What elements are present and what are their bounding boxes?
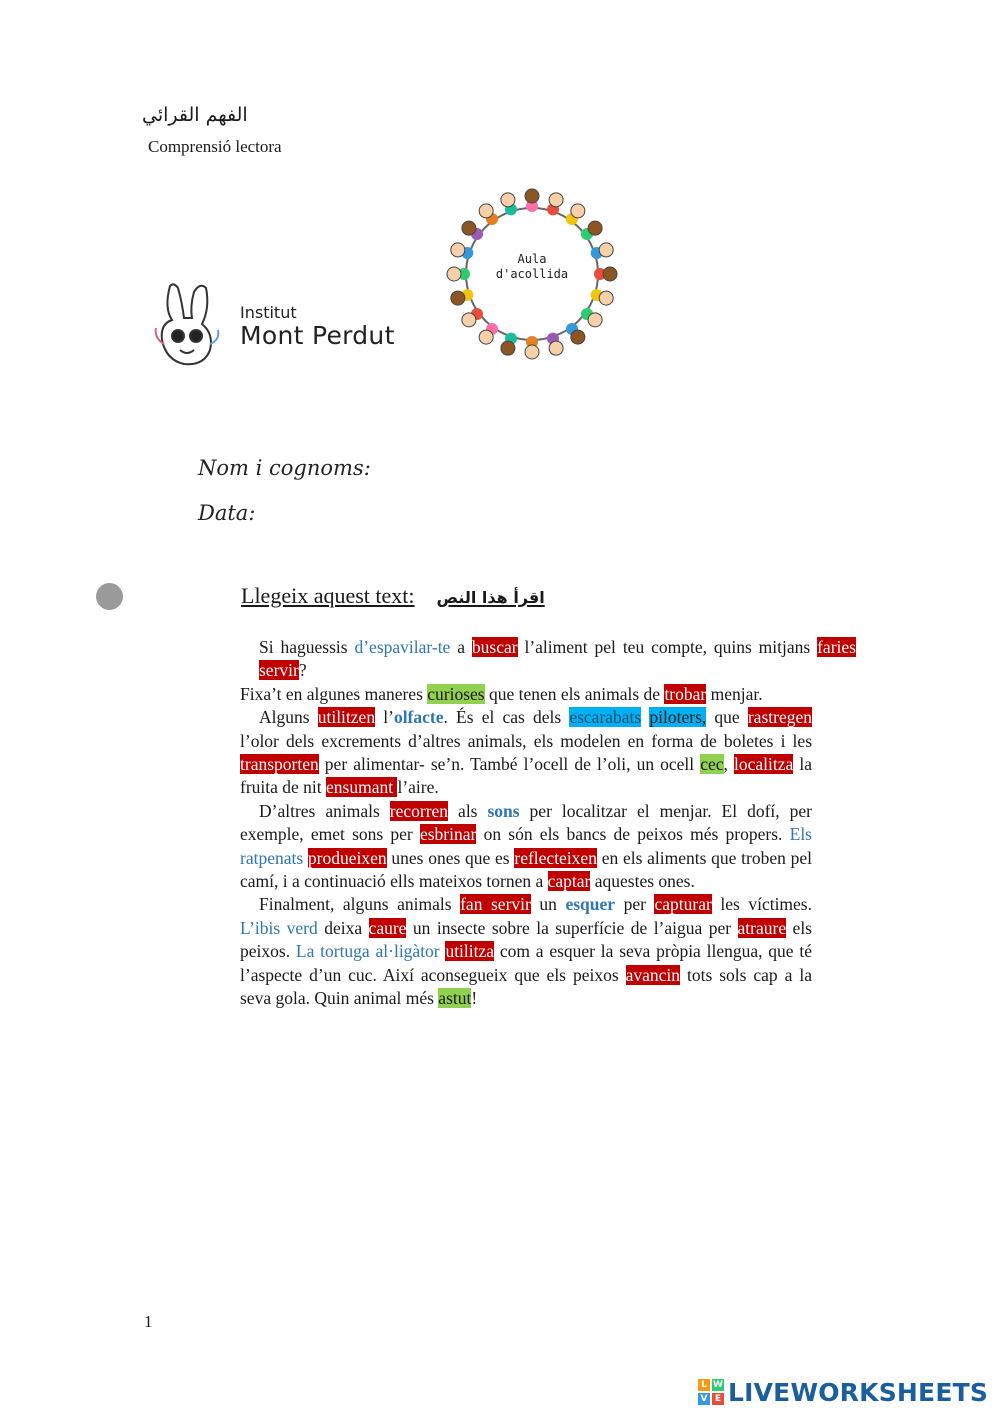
- paragraph-1: Si haguessis d’espavilar-te a buscar l’aliment pel teu compte, quins mitjans faries servir?: [259, 637, 856, 681]
- word-escarabats[interactable]: escarabats: [569, 707, 642, 728]
- child-head: [479, 330, 493, 344]
- word-cec[interactable]: cec: [700, 754, 724, 775]
- word-astut[interactable]: astut: [438, 988, 472, 1009]
- word-recorren[interactable]: recorren: [389, 800, 449, 821]
- heading-arabic: اقرأ هذا النص: [436, 588, 545, 607]
- child-head: [588, 313, 602, 327]
- word-localitza[interactable]: localitza: [734, 754, 794, 775]
- institut-label: Institut: [240, 303, 297, 322]
- word-tortuga-alligator: La tortuga al·ligàtor: [295, 941, 440, 962]
- liveworksheets-logo[interactable]: [698, 1376, 988, 1408]
- word-faries-servir[interactable]: faries servir: [259, 637, 856, 681]
- paragraph-4: D’altres animals recorren als sons per localitzar el menjar. El dofí, per exemple, emet sons per esbrinar on són els bancs de peixos més propers. Els ratpenats produeixen unes ones que es reflecteixen en els aliments que troben pel camí, i a continuació ells mateixos tornen a captar aquestes ones.: [240, 800, 813, 892]
- square-e: E: [712, 1393, 724, 1405]
- child-head: [571, 330, 585, 344]
- liveworksheets-squares-icon: [698, 1379, 724, 1405]
- audio-bullet[interactable]: [96, 583, 123, 610]
- word-despavilar: d’espavilar-te: [354, 637, 451, 657]
- child-head: [549, 341, 563, 355]
- word-els-ratpenats: Els ratpenats: [240, 824, 812, 868]
- child-head: [549, 193, 563, 207]
- institut-name: Mont Perdut: [240, 321, 395, 350]
- reading-text: [240, 636, 856, 1011]
- word-esquer: esquer: [565, 894, 616, 915]
- page-number: 1: [144, 1312, 153, 1331]
- child-head: [599, 291, 613, 305]
- square-l: L: [698, 1379, 710, 1391]
- word-rastregen[interactable]: rastregen: [747, 707, 812, 728]
- child-head: [571, 204, 585, 218]
- child-head: [462, 221, 476, 235]
- subtitle: Comprensió lectora: [148, 137, 282, 156]
- child-head: [462, 313, 476, 327]
- word-reflecteixen[interactable]: reflecteixen: [514, 847, 597, 868]
- child-head: [451, 291, 465, 305]
- word-utilitzen[interactable]: utilitzen: [317, 707, 376, 728]
- aula-label-line2: d'acollida: [495, 267, 569, 281]
- word-buscar[interactable]: buscar: [471, 637, 518, 657]
- liveworksheets-brand: LIVEWORKSHEETS: [728, 1377, 989, 1407]
- section-heading: [241, 583, 545, 609]
- aula-acollida-logo: [440, 182, 624, 366]
- word-utilitza[interactable]: utilitza: [445, 941, 495, 962]
- institut-logo-text: [240, 304, 395, 350]
- paragraph-2: Fixa’t en algunes maneres curioses que tenen els animals de trobar menjar.: [240, 683, 763, 704]
- word-captar[interactable]: captar: [547, 871, 591, 892]
- word-ensumant[interactable]: ensumant: [326, 777, 398, 798]
- paragraph-3: Alguns utilitzen l’olfacte. És el cas dels escarabats piloters, que rastregen l’olor dels excrements d’altres animals, els modelen en forma de boletes i les transporten per alimentar- se’n. També l’ocell de l’oli, un ocell cec, localitza la fruita de nit ensumant l’aire.: [240, 707, 812, 798]
- name-label: Nom i cognoms:: [198, 456, 371, 480]
- child-head: [501, 193, 515, 207]
- paragraph-5: Finalment, alguns animals fan servir un esquer per capturar les víctimes. L’ibis verd deixa caure un insecte sobre la superfície de l’aigua per atraure els peixos. La tortuga al·ligàtor utilitza com a esquer la seva pròpia llengua, que té l’aspecte d’un cuc. Així aconsegueix que els peixos avancin tots sols cap a la seva gola. Quin animal més astut!: [240, 894, 812, 1009]
- word-avancin[interactable]: avancin: [625, 964, 681, 985]
- word-trobar[interactable]: trobar: [664, 683, 707, 704]
- word-atraure[interactable]: atraure: [737, 917, 787, 938]
- child-head: [525, 345, 539, 359]
- word-curioses[interactable]: curioses: [427, 683, 485, 704]
- word-esbrinar[interactable]: esbrinar: [419, 824, 477, 845]
- date-label: Data:: [198, 501, 256, 525]
- square-v: V: [698, 1393, 710, 1405]
- child-head: [479, 204, 493, 218]
- word-libis-verd: L’ibis verd: [240, 917, 318, 938]
- aula-label: [440, 252, 624, 282]
- heading-text: Llegeix aquest text:: [241, 583, 415, 608]
- word-capturar[interactable]: capturar: [654, 894, 712, 915]
- arabic-title: الفهم القرائي: [142, 104, 248, 126]
- word-piloters[interactable]: piloters,: [649, 707, 707, 728]
- word-transporten[interactable]: transporten: [240, 754, 319, 775]
- child-head: [588, 221, 602, 235]
- word-caure[interactable]: caure: [368, 917, 407, 938]
- aula-label-line1: Aula: [517, 252, 547, 266]
- child-head: [525, 189, 539, 203]
- word-sons: sons: [487, 800, 520, 821]
- square-w: W: [713, 1380, 723, 1390]
- child-head: [501, 341, 515, 355]
- word-produeixen[interactable]: produeixen: [307, 847, 387, 868]
- word-olfacte: olfacte: [393, 707, 444, 728]
- word-fan-servir[interactable]: fan servir: [460, 894, 531, 915]
